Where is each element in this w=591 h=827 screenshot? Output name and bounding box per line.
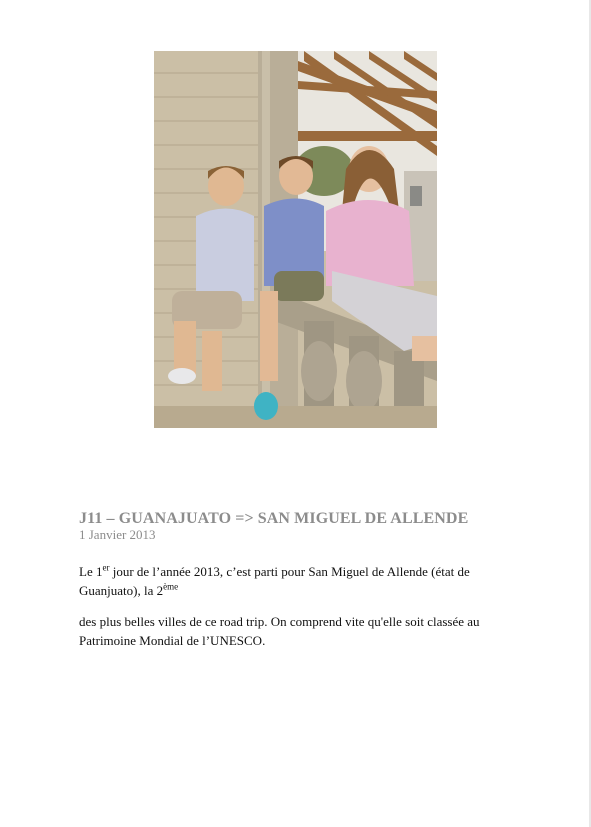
paragraph-intro-text: jour de l’année 2013, c’est parti pour San Miguel de Allende (état de Guanjuato), la 2 <box>79 564 470 598</box>
article-title: J11 – GUANAJUATO => SAN MIGUEL DE ALLENDE <box>79 510 469 527</box>
photo-three-children <box>154 51 437 428</box>
paragraph-intro <box>79 562 519 600</box>
paragraph-body: des plus belles villes de ce road trip. On comprend vite qu'elle soit classée au Patrimoine Mondial de l’UNESCO. <box>79 614 480 648</box>
paragraph-intro-le: Le 1 <box>79 564 103 579</box>
superscript-eme: ème <box>163 581 179 592</box>
article-date: 1 Janvier 2013 <box>79 527 156 542</box>
superscript-er: er <box>102 562 110 573</box>
